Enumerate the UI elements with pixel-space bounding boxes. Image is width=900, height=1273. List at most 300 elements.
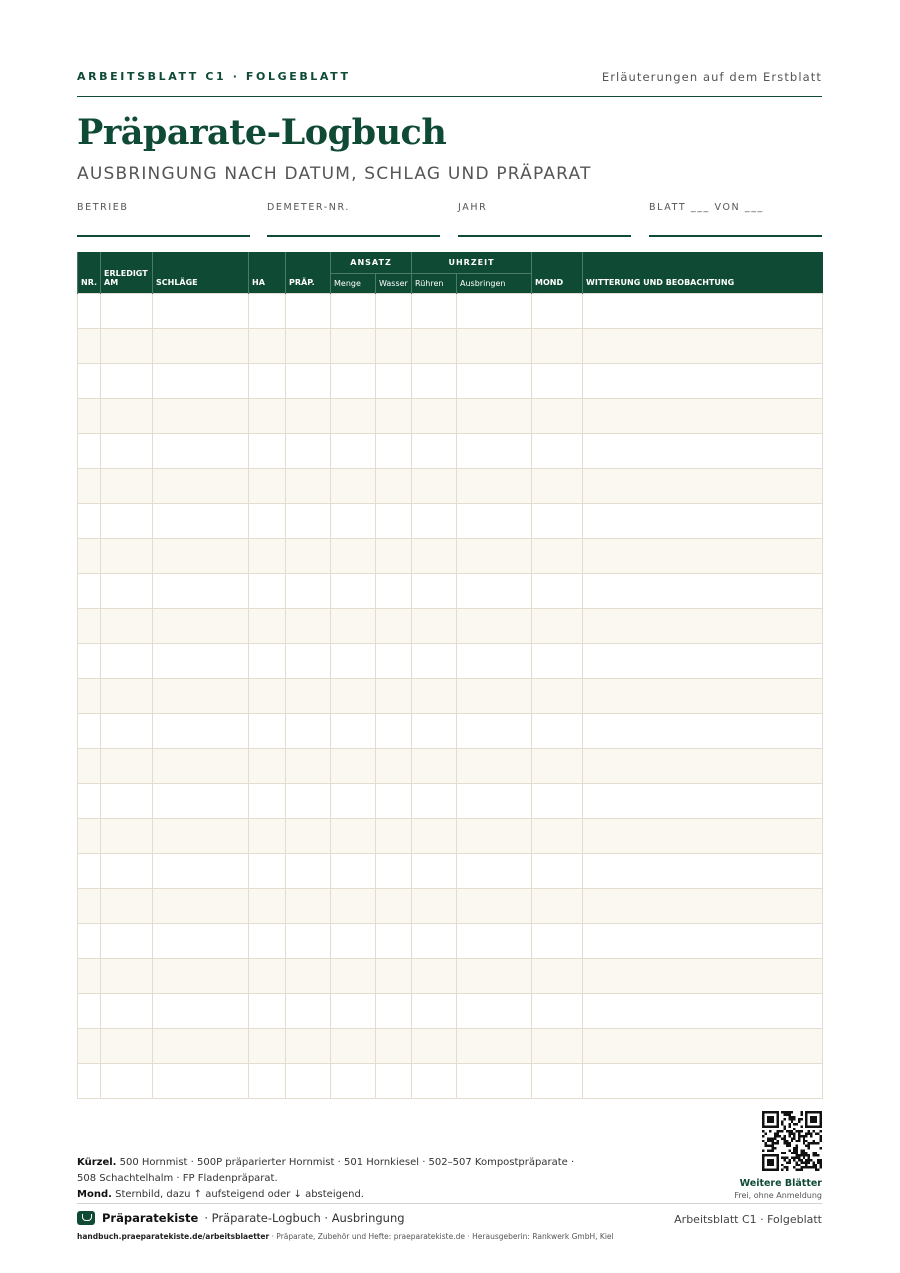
table-cell[interactable] bbox=[101, 294, 153, 329]
log-table bbox=[77, 252, 823, 1099]
table-cell[interactable] bbox=[249, 574, 286, 609]
table-cell[interactable] bbox=[101, 854, 153, 889]
col-mond: MOND bbox=[532, 252, 583, 294]
table-cell[interactable] bbox=[457, 504, 532, 539]
table-cell[interactable] bbox=[583, 1064, 823, 1099]
table-cell[interactable] bbox=[153, 504, 249, 539]
table-cell[interactable] bbox=[376, 399, 412, 434]
table-cell[interactable] bbox=[532, 819, 583, 854]
table-cell[interactable] bbox=[532, 959, 583, 994]
table-cell[interactable] bbox=[376, 469, 412, 504]
table-cell[interactable] bbox=[583, 294, 823, 329]
table-cell[interactable] bbox=[457, 1029, 532, 1064]
field-label: DEMETER-NR. bbox=[267, 202, 350, 213]
table-cell[interactable] bbox=[412, 364, 457, 399]
table-cell[interactable] bbox=[153, 994, 249, 1029]
table-cell[interactable] bbox=[583, 434, 823, 469]
table-row bbox=[78, 504, 823, 539]
table-cell[interactable] bbox=[457, 644, 532, 679]
table-cell[interactable] bbox=[78, 469, 101, 504]
table-cell[interactable] bbox=[153, 679, 249, 714]
table-row bbox=[78, 679, 823, 714]
table-cell[interactable] bbox=[457, 329, 532, 364]
table-cell[interactable] bbox=[412, 294, 457, 329]
table-cell[interactable] bbox=[376, 749, 412, 784]
table-cell[interactable] bbox=[412, 819, 457, 854]
table-cell[interactable] bbox=[78, 749, 101, 784]
table-cell[interactable] bbox=[331, 399, 376, 434]
table-cell[interactable] bbox=[331, 819, 376, 854]
table-cell[interactable] bbox=[376, 679, 412, 714]
table-cell[interactable] bbox=[583, 469, 823, 504]
table-cell[interactable] bbox=[249, 294, 286, 329]
table-cell[interactable] bbox=[101, 924, 153, 959]
table-cell[interactable] bbox=[153, 364, 249, 399]
table-cell[interactable] bbox=[532, 679, 583, 714]
table-cell[interactable] bbox=[249, 1029, 286, 1064]
table-cell[interactable] bbox=[457, 784, 532, 819]
table-cell[interactable] bbox=[583, 329, 823, 364]
table-cell[interactable] bbox=[532, 714, 583, 749]
table-cell[interactable] bbox=[153, 1029, 249, 1064]
table-cell[interactable] bbox=[101, 889, 153, 924]
table-cell[interactable] bbox=[101, 504, 153, 539]
table-row bbox=[78, 294, 823, 329]
table-cell[interactable] bbox=[78, 924, 101, 959]
table-cell[interactable] bbox=[583, 574, 823, 609]
table-cell[interactable] bbox=[153, 574, 249, 609]
table-cell[interactable] bbox=[153, 329, 249, 364]
footer-divider bbox=[77, 1203, 822, 1204]
table-cell[interactable] bbox=[457, 819, 532, 854]
brand-tail: · Präparate-Logbuch · Ausbringung bbox=[204, 1211, 405, 1225]
table-cell[interactable] bbox=[583, 749, 823, 784]
table-cell[interactable] bbox=[331, 434, 376, 469]
table-cell[interactable] bbox=[331, 854, 376, 889]
table-cell[interactable] bbox=[153, 294, 249, 329]
table-cell[interactable] bbox=[412, 924, 457, 959]
table-cell[interactable] bbox=[457, 399, 532, 434]
table-cell[interactable] bbox=[101, 469, 153, 504]
table-cell[interactable] bbox=[286, 539, 331, 574]
table-cell[interactable] bbox=[78, 294, 101, 329]
table-cell[interactable] bbox=[376, 574, 412, 609]
table-cell[interactable] bbox=[583, 504, 823, 539]
col-group-ansatz: ANSATZ bbox=[331, 252, 412, 274]
table-cell[interactable] bbox=[153, 749, 249, 784]
table-cell[interactable] bbox=[249, 609, 286, 644]
table-cell[interactable] bbox=[376, 714, 412, 749]
table-cell[interactable] bbox=[376, 1064, 412, 1099]
table-cell[interactable] bbox=[583, 714, 823, 749]
table-row bbox=[78, 994, 823, 1029]
table-cell[interactable] bbox=[331, 609, 376, 644]
table-cell[interactable] bbox=[249, 644, 286, 679]
table-cell[interactable] bbox=[286, 644, 331, 679]
table-cell[interactable] bbox=[412, 574, 457, 609]
table-cell[interactable] bbox=[331, 994, 376, 1029]
table-cell[interactable] bbox=[532, 609, 583, 644]
table-cell[interactable] bbox=[286, 434, 331, 469]
table-cell[interactable] bbox=[376, 1029, 412, 1064]
table-cell[interactable] bbox=[101, 679, 153, 714]
table-cell[interactable] bbox=[331, 539, 376, 574]
table-cell[interactable] bbox=[78, 1064, 101, 1099]
table-cell[interactable] bbox=[101, 329, 153, 364]
table-row bbox=[78, 784, 823, 819]
col-ha: HA bbox=[249, 252, 286, 294]
table-cell[interactable] bbox=[286, 364, 331, 399]
legend-kuerzel-text-2: 508 Schachtelhalm · FP Fladenpräparat. bbox=[77, 1173, 278, 1184]
table-cell[interactable] bbox=[78, 539, 101, 574]
table-cell[interactable] bbox=[249, 889, 286, 924]
table-cell[interactable] bbox=[532, 924, 583, 959]
table-cell[interactable] bbox=[583, 959, 823, 994]
footer-url[interactable]: handbuch.praeparatekiste.de/arbeitsblaetter bbox=[77, 1232, 270, 1241]
table-cell[interactable] bbox=[457, 959, 532, 994]
table-cell[interactable] bbox=[331, 749, 376, 784]
table-cell[interactable] bbox=[286, 679, 331, 714]
table-cell[interactable] bbox=[376, 854, 412, 889]
table-cell[interactable] bbox=[249, 364, 286, 399]
table-cell[interactable] bbox=[101, 819, 153, 854]
table-cell[interactable] bbox=[532, 1064, 583, 1099]
table-cell[interactable] bbox=[286, 574, 331, 609]
table-cell[interactable] bbox=[532, 749, 583, 784]
table-cell[interactable] bbox=[583, 539, 823, 574]
table-cell[interactable] bbox=[412, 504, 457, 539]
table-cell[interactable] bbox=[412, 959, 457, 994]
table-cell[interactable] bbox=[412, 749, 457, 784]
table-cell[interactable] bbox=[78, 819, 101, 854]
table-cell[interactable] bbox=[532, 469, 583, 504]
field-jahr[interactable] bbox=[458, 195, 631, 237]
table-cell[interactable] bbox=[532, 854, 583, 889]
table-cell[interactable] bbox=[78, 329, 101, 364]
legend-kuerzel bbox=[77, 1155, 577, 1171]
table-cell[interactable] bbox=[376, 644, 412, 679]
table-cell[interactable] bbox=[376, 924, 412, 959]
table-cell[interactable] bbox=[101, 1064, 153, 1099]
table-cell[interactable] bbox=[286, 819, 331, 854]
table-cell[interactable] bbox=[286, 784, 331, 819]
table-cell[interactable] bbox=[153, 924, 249, 959]
table-cell[interactable] bbox=[153, 854, 249, 889]
table-cell[interactable] bbox=[457, 539, 532, 574]
table-cell[interactable] bbox=[457, 679, 532, 714]
table-cell[interactable] bbox=[532, 364, 583, 399]
table-cell[interactable] bbox=[101, 714, 153, 749]
col-erledigt: ERLEDIGT AM bbox=[101, 252, 153, 294]
table-cell[interactable] bbox=[583, 609, 823, 644]
table-cell[interactable] bbox=[249, 434, 286, 469]
table-cell[interactable] bbox=[331, 294, 376, 329]
table-cell[interactable] bbox=[249, 749, 286, 784]
table-cell[interactable] bbox=[153, 469, 249, 504]
table-cell[interactable] bbox=[331, 714, 376, 749]
table-cell[interactable] bbox=[101, 539, 153, 574]
table-cell[interactable] bbox=[249, 994, 286, 1029]
table-cell[interactable] bbox=[532, 574, 583, 609]
table-cell[interactable] bbox=[101, 574, 153, 609]
table-cell[interactable] bbox=[78, 504, 101, 539]
table-cell[interactable] bbox=[331, 1029, 376, 1064]
table-cell[interactable] bbox=[286, 889, 331, 924]
table-cell[interactable] bbox=[331, 1064, 376, 1099]
table-cell[interactable] bbox=[78, 679, 101, 714]
table-row bbox=[78, 539, 823, 574]
table-cell[interactable] bbox=[101, 609, 153, 644]
page-title: Präparate-Logbuch bbox=[77, 112, 447, 153]
table-row bbox=[78, 644, 823, 679]
table-cell[interactable] bbox=[412, 539, 457, 574]
table-cell[interactable] bbox=[376, 504, 412, 539]
table-cell[interactable] bbox=[249, 819, 286, 854]
table-cell[interactable] bbox=[412, 1029, 457, 1064]
table-cell[interactable] bbox=[376, 539, 412, 574]
table-row bbox=[78, 749, 823, 784]
legend-kuerzel-label: Kürzel. bbox=[77, 1157, 117, 1168]
table-cell[interactable] bbox=[153, 644, 249, 679]
table-cell[interactable] bbox=[101, 399, 153, 434]
table-cell[interactable] bbox=[583, 994, 823, 1029]
table-cell[interactable] bbox=[583, 854, 823, 889]
table-cell[interactable] bbox=[78, 714, 101, 749]
col-praep: PRÄP. bbox=[286, 252, 331, 294]
table-cell[interactable] bbox=[376, 364, 412, 399]
table-cell[interactable] bbox=[583, 889, 823, 924]
table-cell[interactable] bbox=[457, 364, 532, 399]
brand-name: Präparatekiste bbox=[102, 1211, 199, 1225]
table-cell[interactable] bbox=[376, 994, 412, 1029]
table-cell[interactable] bbox=[331, 329, 376, 364]
table-cell[interactable] bbox=[331, 679, 376, 714]
table-cell[interactable] bbox=[153, 784, 249, 819]
table-cell[interactable] bbox=[249, 784, 286, 819]
table-cell[interactable] bbox=[78, 994, 101, 1029]
table-cell[interactable] bbox=[101, 644, 153, 679]
field-label: BETRIEB bbox=[77, 202, 129, 213]
table-cell[interactable] bbox=[153, 959, 249, 994]
table-cell[interactable] bbox=[457, 714, 532, 749]
table-cell[interactable] bbox=[376, 784, 412, 819]
col-wasser: Wasser bbox=[376, 274, 412, 294]
table-cell[interactable] bbox=[331, 644, 376, 679]
table-row bbox=[78, 889, 823, 924]
table-cell[interactable] bbox=[101, 994, 153, 1029]
table-cell[interactable] bbox=[583, 819, 823, 854]
table-cell[interactable] bbox=[153, 714, 249, 749]
table-cell[interactable] bbox=[249, 399, 286, 434]
table-cell[interactable] bbox=[286, 1064, 331, 1099]
table-cell[interactable] bbox=[532, 889, 583, 924]
table-cell[interactable] bbox=[249, 924, 286, 959]
table-cell[interactable] bbox=[532, 504, 583, 539]
table-cell[interactable] bbox=[412, 1064, 457, 1099]
table-cell[interactable] bbox=[331, 574, 376, 609]
field-betrieb[interactable] bbox=[77, 195, 250, 237]
table-cell[interactable] bbox=[412, 644, 457, 679]
table-cell[interactable] bbox=[249, 504, 286, 539]
table-cell[interactable] bbox=[412, 329, 457, 364]
table-cell[interactable] bbox=[153, 819, 249, 854]
table-cell[interactable] bbox=[532, 994, 583, 1029]
table-cell[interactable] bbox=[457, 994, 532, 1029]
table-cell[interactable] bbox=[153, 539, 249, 574]
table-cell[interactable] bbox=[412, 609, 457, 644]
table-cell[interactable] bbox=[249, 679, 286, 714]
table-cell[interactable] bbox=[412, 889, 457, 924]
table-cell[interactable] bbox=[78, 609, 101, 644]
table-cell[interactable] bbox=[532, 329, 583, 364]
table-cell[interactable] bbox=[583, 399, 823, 434]
table-cell[interactable] bbox=[376, 819, 412, 854]
table-cell[interactable] bbox=[412, 434, 457, 469]
table-cell[interactable] bbox=[249, 714, 286, 749]
table-cell[interactable] bbox=[457, 924, 532, 959]
table-cell[interactable] bbox=[101, 959, 153, 994]
table-cell[interactable] bbox=[286, 469, 331, 504]
table-cell[interactable] bbox=[286, 994, 331, 1029]
table-cell[interactable] bbox=[532, 539, 583, 574]
table-cell[interactable] bbox=[331, 469, 376, 504]
table-cell[interactable] bbox=[412, 679, 457, 714]
table-cell[interactable] bbox=[583, 1029, 823, 1064]
table-cell[interactable] bbox=[457, 1064, 532, 1099]
table-cell[interactable] bbox=[532, 784, 583, 819]
qr-code-icon[interactable] bbox=[762, 1111, 822, 1171]
table-cell[interactable] bbox=[376, 889, 412, 924]
table-cell[interactable] bbox=[286, 294, 331, 329]
header-note: Erläuterungen auf dem Erstblatt bbox=[601, 70, 822, 84]
table-cell[interactable] bbox=[457, 574, 532, 609]
table-cell[interactable] bbox=[331, 924, 376, 959]
table-cell[interactable] bbox=[286, 854, 331, 889]
table-cell[interactable] bbox=[532, 644, 583, 679]
table-row bbox=[78, 574, 823, 609]
table-cell[interactable] bbox=[153, 399, 249, 434]
table-cell[interactable] bbox=[249, 329, 286, 364]
table-cell[interactable] bbox=[78, 854, 101, 889]
table-cell[interactable] bbox=[412, 854, 457, 889]
table-cell[interactable] bbox=[78, 434, 101, 469]
table-cell[interactable] bbox=[101, 434, 153, 469]
table-cell[interactable] bbox=[78, 959, 101, 994]
table-cell[interactable] bbox=[286, 924, 331, 959]
legend-mond bbox=[77, 1187, 577, 1203]
table-cell[interactable] bbox=[101, 784, 153, 819]
table-cell[interactable] bbox=[153, 1064, 249, 1099]
table-cell[interactable] bbox=[331, 889, 376, 924]
table-cell[interactable] bbox=[412, 714, 457, 749]
footer-brand bbox=[77, 1211, 405, 1225]
table-cell[interactable] bbox=[532, 1029, 583, 1064]
table-cell[interactable] bbox=[331, 504, 376, 539]
table-cell[interactable] bbox=[376, 959, 412, 994]
table-cell[interactable] bbox=[249, 1064, 286, 1099]
table-cell[interactable] bbox=[583, 644, 823, 679]
table-cell[interactable] bbox=[532, 434, 583, 469]
table-row bbox=[78, 714, 823, 749]
table-cell[interactable] bbox=[153, 609, 249, 644]
table-cell[interactable] bbox=[249, 959, 286, 994]
table-row bbox=[78, 399, 823, 434]
table-cell[interactable] bbox=[286, 329, 331, 364]
table-cell[interactable] bbox=[78, 784, 101, 819]
table-cell[interactable] bbox=[376, 434, 412, 469]
table-cell[interactable] bbox=[583, 679, 823, 714]
table-cell[interactable] bbox=[457, 434, 532, 469]
table-cell[interactable] bbox=[286, 749, 331, 784]
table-cell[interactable] bbox=[101, 364, 153, 399]
table-cell[interactable] bbox=[412, 399, 457, 434]
table-cell[interactable] bbox=[457, 889, 532, 924]
field-demeter-nr[interactable] bbox=[267, 195, 440, 237]
footer-url-line bbox=[77, 1232, 614, 1241]
field-blatt[interactable] bbox=[649, 195, 822, 237]
table-cell[interactable] bbox=[457, 609, 532, 644]
table-cell[interactable] bbox=[376, 294, 412, 329]
qr-title: Weitere Blätter bbox=[739, 1178, 822, 1189]
table-cell[interactable] bbox=[331, 959, 376, 994]
table-cell[interactable] bbox=[457, 749, 532, 784]
table-cell[interactable] bbox=[286, 959, 331, 994]
table-cell[interactable] bbox=[249, 539, 286, 574]
table-cell[interactable] bbox=[286, 714, 331, 749]
table-cell[interactable] bbox=[583, 364, 823, 399]
table-cell[interactable] bbox=[78, 399, 101, 434]
table-cell[interactable] bbox=[286, 504, 331, 539]
table-cell[interactable] bbox=[78, 364, 101, 399]
table-row bbox=[78, 329, 823, 364]
col-ruehren: Rühren bbox=[412, 274, 457, 294]
page-subtitle: AUSBRINGUNG NACH DATUM, SCHLAG UND PRÄPARAT bbox=[77, 164, 592, 184]
table-cell[interactable] bbox=[78, 644, 101, 679]
table-cell[interactable] bbox=[78, 889, 101, 924]
table-cell[interactable] bbox=[583, 924, 823, 959]
table-cell[interactable] bbox=[101, 1029, 153, 1064]
table-cell[interactable] bbox=[376, 609, 412, 644]
table-cell[interactable] bbox=[457, 469, 532, 504]
col-menge: Menge bbox=[331, 274, 376, 294]
table-cell[interactable] bbox=[412, 994, 457, 1029]
table-cell[interactable] bbox=[412, 784, 457, 819]
table-cell[interactable] bbox=[249, 469, 286, 504]
table-cell[interactable] bbox=[286, 1029, 331, 1064]
table-cell[interactable] bbox=[101, 749, 153, 784]
table-cell[interactable] bbox=[412, 469, 457, 504]
table-cell[interactable] bbox=[457, 854, 532, 889]
table-cell[interactable] bbox=[532, 294, 583, 329]
table-cell[interactable] bbox=[153, 434, 249, 469]
table-row bbox=[78, 959, 823, 994]
table-cell[interactable] bbox=[331, 784, 376, 819]
table-cell[interactable] bbox=[78, 574, 101, 609]
table-cell[interactable] bbox=[153, 889, 249, 924]
table-cell[interactable] bbox=[583, 784, 823, 819]
table-row bbox=[78, 819, 823, 854]
table-cell[interactable] bbox=[376, 329, 412, 364]
table-cell[interactable] bbox=[457, 294, 532, 329]
table-cell[interactable] bbox=[286, 609, 331, 644]
table-cell[interactable] bbox=[331, 364, 376, 399]
table-cell[interactable] bbox=[286, 399, 331, 434]
table-cell[interactable] bbox=[78, 1029, 101, 1064]
sheet-label: ARBEITSBLATT C1 · FOLGEBLATT bbox=[77, 70, 351, 83]
top-bar bbox=[77, 70, 822, 97]
table-cell[interactable] bbox=[532, 399, 583, 434]
table-cell[interactable] bbox=[249, 854, 286, 889]
